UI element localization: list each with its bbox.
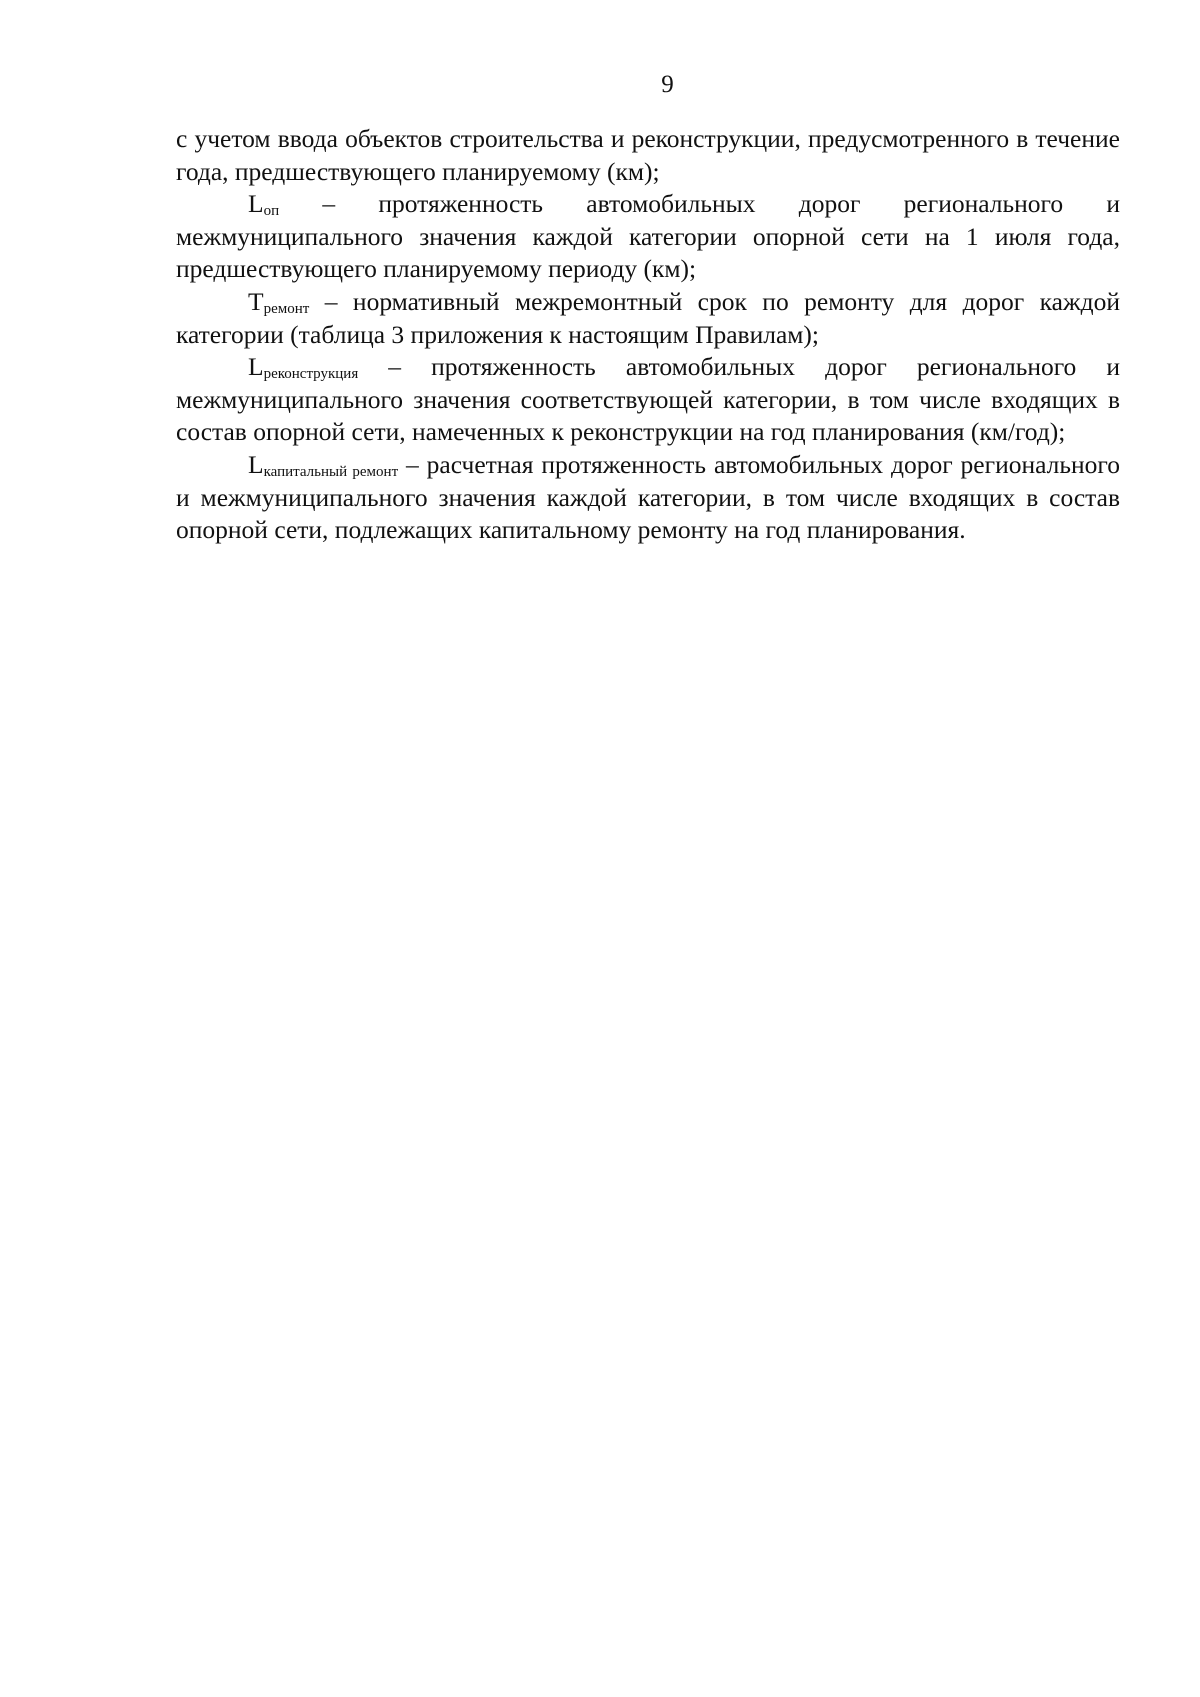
definition-l-op bbox=[176, 188, 1120, 286]
symbol-letter: T bbox=[248, 286, 264, 316]
definition-text: – нормативный межремонтный срок по ремонту для дорог каждой категории (таблица 3 приложения к настоящим Правилам); bbox=[176, 286, 1120, 349]
definition-l-kapremont bbox=[176, 449, 1120, 547]
symbol-subscript: оп bbox=[263, 203, 280, 220]
symbol-subscript: реконструкция bbox=[263, 366, 359, 383]
symbol-subscript: капитальный ремонт bbox=[263, 463, 399, 480]
symbol-letter: L bbox=[248, 449, 264, 479]
document-body bbox=[176, 123, 1120, 547]
formula-symbol bbox=[248, 450, 398, 479]
page-number: 9 bbox=[661, 71, 674, 98]
definition-text: – протяженность автомобильных дорог регионального и межмуниципального значения соответствующей категории, в том числе входящих в состав опорной сети, намеченных к реконструкции на год планирования (км/год); bbox=[176, 352, 1120, 447]
definition-l-rekonstrukciya bbox=[176, 351, 1120, 449]
paragraph-continuation bbox=[176, 123, 1120, 188]
paragraph-text: с учетом ввода объектов строительства и реконструкции, предусмотренного в течение года, предшествующего планируемому (км); bbox=[176, 124, 1120, 186]
formula-symbol bbox=[248, 352, 358, 381]
formula-symbol bbox=[248, 287, 309, 316]
symbol-letter: L bbox=[248, 352, 264, 382]
symbol-subscript: ремонт bbox=[263, 300, 310, 317]
definition-text: – протяженность автомобильных дорог регионального и межмуниципального значения каждой категории опорной сети на 1 июля года, предшествующего планируемому периоду (км); bbox=[176, 189, 1120, 284]
definition-text: – расчетная протяженность автомобильных дорог регионального и межмуниципального значения каждой категории, в том числе входящих в состав опорной сети, подлежащих капитальному ремонту на год планирования. bbox=[176, 449, 1120, 545]
definition-t-remont bbox=[176, 286, 1120, 351]
symbol-letter: L bbox=[248, 189, 264, 219]
formula-symbol bbox=[248, 189, 279, 218]
